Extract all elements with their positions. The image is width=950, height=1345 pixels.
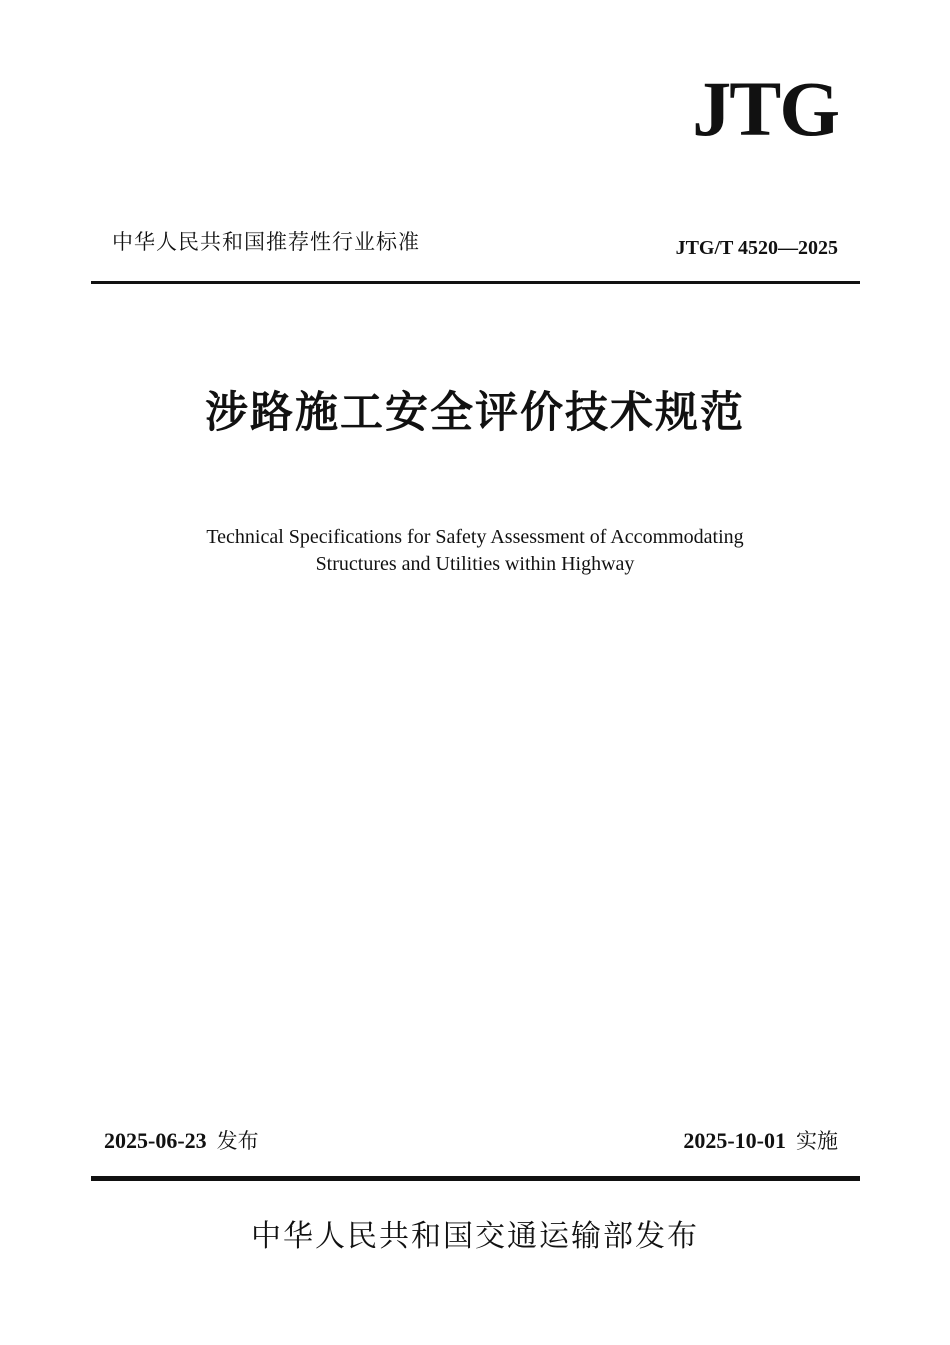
effective-date-value: 2025-10-01 [683, 1128, 786, 1153]
publish-label: 发布 [216, 1129, 259, 1153]
effective-label: 实施 [796, 1129, 838, 1153]
document-title-cn: 涉路施工安全评价技术规范 [205, 388, 745, 438]
standard-code: JTG/T 4520—2025 [675, 237, 838, 259]
document-title-en [0, 524, 950, 578]
issuing-authority: 中华人民共和国交通运输部发布 [251, 1219, 699, 1254]
standard-category: 中华人民共和国推荐性行业标准 [112, 230, 420, 254]
publish-date [104, 1130, 259, 1152]
title-en-line-1: Technical Specifications for Safety Assessment of Accommodating [206, 526, 744, 548]
publish-date-value: 2025-06-23 [104, 1128, 207, 1153]
title-en-line-2: Structures and Utilities within Highway [315, 553, 635, 575]
effective-date [683, 1130, 838, 1152]
top-divider [91, 281, 860, 284]
jtg-logo: JTG [692, 65, 838, 152]
bottom-divider [91, 1176, 860, 1181]
